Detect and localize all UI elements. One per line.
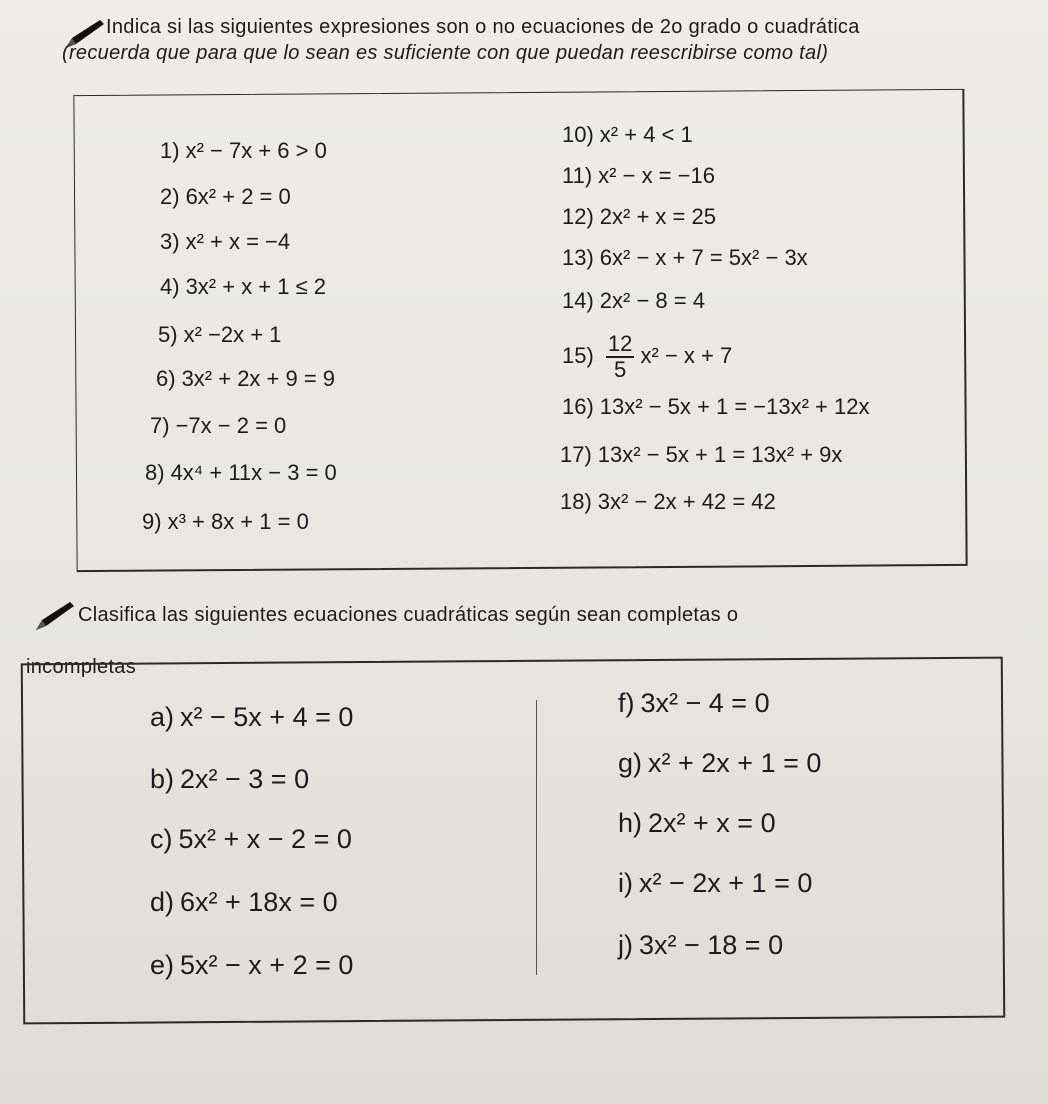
item-7: 7) −7x − 2 = 0 [150,413,287,438]
item-18: 18) 3x² − 2x + 42 = 42 [560,489,776,514]
item-h: h) 2x² + x = 0 [618,808,776,838]
section1-instruction-line1: Indica si las siguientes expresiones son o no ecuaciones de 2o grado o cuadrática [106,16,860,38]
item-12: 12) 2x² + x = 25 [562,204,716,229]
fraction-12-5: $\frac{12}{5}$ [607,331,633,382]
item-3: 3) x² + x = −4 [160,229,291,254]
item-i: i) x² − 2x + 1 = 0 [618,868,813,898]
item-14: 14) 2x² − 8 = 4 [562,288,705,313]
item-13: 13) 6x² − x + 7 = 5x² − 3x [562,245,808,270]
item-6: 6) 3x² + 2x + 9 = 9 [156,366,336,391]
item-a: a) x² − 5x + 4 = 0 [150,702,354,732]
item-g: g) x² + 2x + 1 = 0 [618,748,822,778]
item-c: c) 5x² + x − 2 = 0 [150,824,352,854]
pencil-icon-2 [32,600,76,634]
section2-instruction-line2: incompletas [26,656,137,678]
item-16: 16) 13x² − 5x + 1 = −13x² + 12x [562,394,870,419]
item-e: e) 5x² − x + 2 = 0 [150,950,354,980]
item-8: 8) 4x⁴ + 11x − 3 = 0 [145,460,337,485]
column-divider [536,700,537,975]
item-d: d) 6x² + 18x = 0 [150,887,338,917]
item-j: j) 3x² − 18 = 0 [618,930,784,960]
item-17: 17) 13x² − 5x + 1 = 13x² + 9x [560,442,843,467]
item-1: 1) x² − 7x + 6 > 0 [160,138,327,163]
item-9: 9) x³ + 8x + 1 = 0 [142,509,309,534]
item-11: 11) x² − x = −16 [562,163,715,188]
item-f: f) 3x² − 4 = 0 [618,688,770,718]
item-5: 5) x² −2x + 1 [158,322,282,347]
item-4: 4) 3x² + x + 1 ≤ 2 [160,274,327,299]
item-2: 2) 6x² + 2 = 0 [160,184,291,209]
item-10: 10) x² + 4 < 1 [562,122,693,147]
section2-instruction-line1: Clasifica las siguientes ecuaciones cuadráticas según sean completas o [78,604,739,626]
item-15: 15) $\frac{12}{5}$ x² − x + 7 [562,331,733,382]
item-b: b) 2x² − 3 = 0 [150,764,310,794]
section1-instruction-line2: (recuerda que para que lo sean es suficiente con que puedan reescribirse como tal) [62,42,829,64]
